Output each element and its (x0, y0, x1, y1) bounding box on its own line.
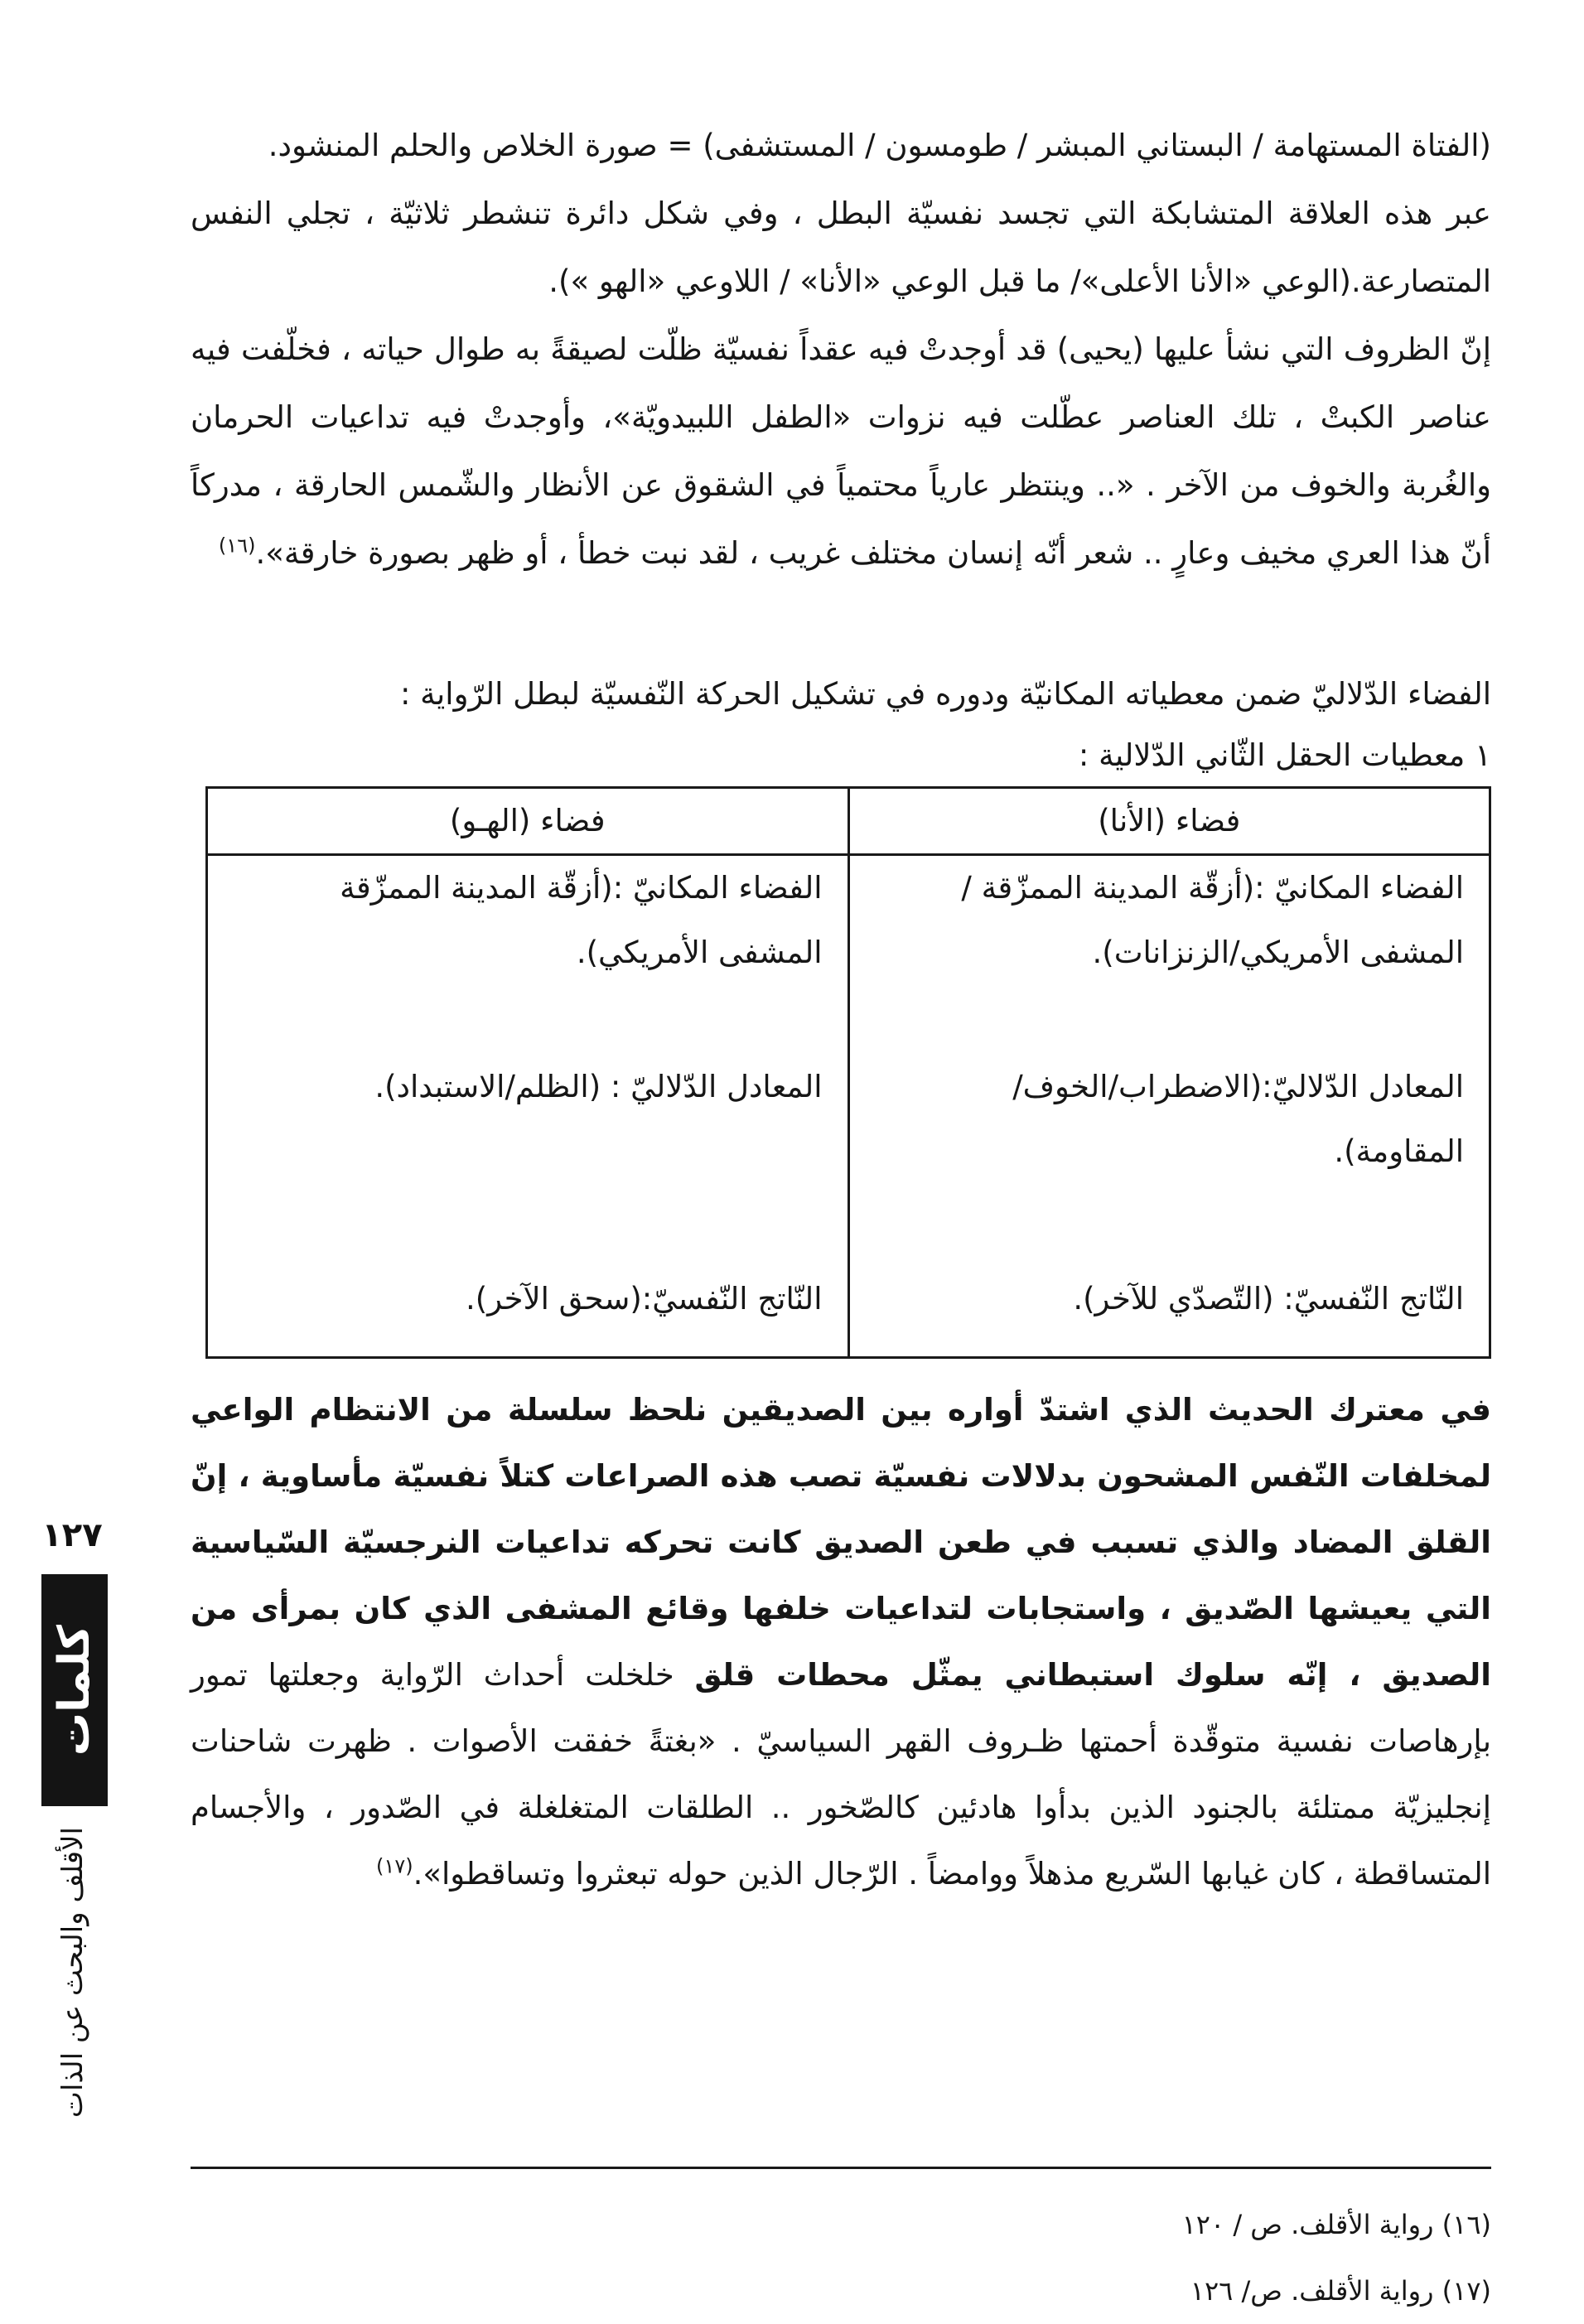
running-title-text: الأقلف والبحث عن الذات (56, 1827, 89, 2119)
ana-result: النّاتج النّفسيّ: (التّصدّي للآخر). (1073, 1281, 1464, 1317)
footnote-ref-17[interactable]: (١٧) (376, 1854, 413, 1878)
footnote-divider (191, 2167, 1491, 2169)
paragraph-1: (الفتاة المستهامة / البستاني المبشر / طومسون / المستشفى) = صورة الخلاص والحلم المنشود. (268, 128, 1491, 163)
cell-spacer (875, 1331, 1465, 1356)
huwa-semantic: المعادل الدّلاليّ : (الظلم/الاستبداد). (374, 1069, 823, 1104)
paragraph-4-bold: في معترك الحديث الذي اشتدّ أواره بين الصديقين نلحظ سلسلة من الانتظام الواعي لمخلفات النّفس المشحون بدلالات نفسيّة تصب هذه الصراعات كتلاً نفسيّة مأساوية ، إنّ القلق المضاد والذي تسبب في طعن الصديق كانت تحركه تداعيات النرجسيّة السّياسية التي يعيشها الصّديق ، واستجابات لتداعيات خلفها وقائع المشفى الذي كان بمرأى من الصديق ، إنّه سلوك استبطاني يمثّل محطات قلق (191, 1392, 1491, 1693)
paragraph-2: عبر هذه العلاقة المتشابكة التي تجسد نفسيّة البطل ، وفي شكل دائرة تنشطر ثلاثيّة ، تجلي النفس المتصارعة.(الوعي «الأنا الأعلى»/ ما قبل الوعي «الأنا» / اللاوعي «الهو »). (191, 196, 1491, 299)
page-content (191, 112, 1491, 2307)
cell-spacer (875, 1184, 1465, 1267)
fields-table (205, 786, 1491, 1359)
table-row (207, 855, 1490, 1358)
running-title (48, 1827, 98, 2175)
table-cell-ana (848, 855, 1490, 1358)
section-gap (191, 587, 1491, 660)
table-cell-huwa (207, 855, 849, 1358)
ana-semantic: المعادل الدّلاليّ:(الاضطراب/الخوف/ المقاومة). (1012, 1069, 1464, 1169)
magazine-tab (41, 1574, 108, 1806)
paragraph-4 (191, 1377, 1491, 1907)
section-heading: الفضاء الدّلاليّ ضمن معطياته المكانيّة ودوره في تشكيل الحركة النّفسيّة لبطل الرّواية : (399, 676, 1491, 712)
paragraph-3 (191, 316, 1491, 587)
huwa-spatial: الفضاء المكانيّ :(أزقّة المدينة الممزّقة المشفى الأمريكي). (340, 870, 823, 970)
huwa-result: النّاتج النّفسيّ:(سحق الآخر). (466, 1281, 823, 1317)
cell-spacer (233, 1119, 823, 1267)
footnote-17: (١٧) رواية الأقلف. ص/ ١٢٦ (1190, 2275, 1491, 2307)
section-subheading: ١ معطيات الحقل الثّاني الدّلالية : (1078, 737, 1491, 773)
paragraph-4-normal: خلخلت أحداث الرّواية وجعلتها تمور بإرهاصات نفسية متوقّدة أحمتها ظـروف القهر السياسيّ . «بغتةً خفقت الأصوات . ظهرت شاحنات إنجليزيّة ممتلئة بالجنود الذين بدأوا هادئين كالصّخور .. الطلقات المتغلغلة في الصّدور ، والأجسام المتساقطة ، كان غيابها السّريع مذهلاً ووامضاً . الرّجال الذين حوله تبعثروا وتساقطوا». (191, 1657, 1491, 1892)
cell-spacer (233, 985, 823, 1055)
footnotes (191, 2191, 1491, 2324)
paragraph-3-text: إنّ الظروف التي نشأ عليها (يحيى) قد أوجدتْ فيه عقداً نفسيّة ظلّت لصيقةً به طوال حياته ، فخلّفت فيه عناصر الكبتْ ، تلك العناصر عطّلت فيه نزوات «الطفل اللبيدويّة»، وأوجدتْ فيه تداعيات الحرمان والغُربة والخوف من الآخر . «.. وينتظر عارياً محتمياً في الشقوق عن الأنظار والشّمس الحارقة ، مدركاً أنّ هذا العري مخيف وعارٍ .. شعر أنّه إنسان مختلف غريب ، لقد نبت خطأ ، أو ظهر بصورة خارقة». (191, 331, 1491, 571)
footnote-ref-16[interactable]: (١٦) (218, 534, 256, 558)
table-header-huwa: فضاء (الهـو) (207, 788, 849, 855)
ana-spatial: الفضاء المكانيّ :(أزقّة المدينة الممزّقة / المشفى الأمريكي/الزنزانات). (961, 870, 1464, 970)
magazine-name: كلمات (50, 1624, 99, 1756)
table-header-ana: فضاء (الأنا) (848, 788, 1490, 855)
footnote-16: (١٦) رواية الأقلف. ص / ١٢٠ (1181, 2209, 1491, 2240)
page-number: ١٢٧ (41, 1516, 103, 1554)
cell-spacer (875, 985, 1465, 1055)
